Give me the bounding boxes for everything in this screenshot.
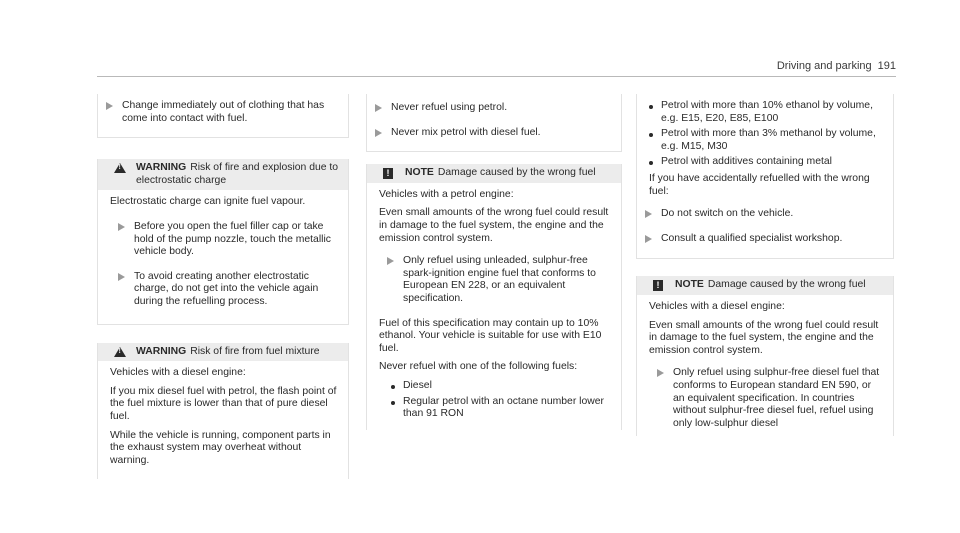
column-2 [366, 94, 622, 430]
exclamation-icon: ! [653, 280, 663, 291]
warning-title: Risk of fire and explosion due to electrostatic charge [136, 162, 339, 186]
instruction-step: Never mix petrol with diesel fuel. [367, 127, 611, 140]
top-steps-box [97, 94, 349, 138]
paragraph: Vehicles with a diesel engine: [110, 367, 246, 379]
arrow-icon [118, 273, 125, 281]
exclamation-icon: ! [383, 168, 393, 179]
warning-heading: WARNING [136, 345, 187, 357]
note-heading: NOTE [675, 279, 704, 291]
instruction-step: Only refuel using unleaded, sulphur-free spark-ignition engine fuel that conforms to European EN 228, or an equivalent specification. [379, 255, 611, 305]
warning-title: Risk of fire from fuel mixture [190, 345, 320, 357]
note-heading: NOTE [405, 167, 434, 179]
bullet-icon [391, 401, 395, 405]
header-rule [97, 76, 896, 77]
page-number: 191 [877, 60, 896, 72]
arrow-icon [118, 223, 125, 231]
list-item: Petrol with additives containing metal [637, 156, 883, 169]
instruction-step: Before you open the fuel filler cap or take hold of the pump nozzle, touch the metallic vehicle body. [110, 221, 338, 259]
instruction-step: Never refuel using petrol. [367, 102, 611, 115]
paragraph: If you have accidentally refuelled with the wrong fuel: [649, 172, 870, 197]
arrow-icon [657, 369, 664, 377]
warning-content [98, 190, 348, 323]
warning-icon [114, 347, 126, 357]
paragraph: While the vehicle is running, component parts in the exhaust system may overheat without warning. [110, 429, 331, 466]
page-header [777, 60, 896, 73]
list-item: Petrol with more than 10% ethanol by volume, e.g. E15, E20, E85, E100 [637, 100, 883, 125]
bullet-icon [391, 385, 395, 389]
warning-heading: WARNING [136, 162, 187, 174]
list-item: Regular petrol with an octane number lower than 91 RON [379, 396, 611, 421]
note-content [367, 183, 621, 430]
note-bar [637, 276, 893, 295]
paragraph: Even small amounts of the wrong fuel could result in damage to the fuel system, the engine and the emission control system. [649, 319, 879, 356]
instruction-step: Only refuel using sulphur-free diesel fuel that conforms to European standard EN 590, or an equivalent specification. In countries without sulphur-free diesel fuel, refuel using only low-sulphur diesel [649, 367, 883, 430]
bullet-icon [649, 161, 653, 165]
column-1 [97, 94, 349, 479]
bullet-icon [649, 105, 653, 109]
instruction-step: Change immediately out of clothing that has come into contact with fuel. [98, 100, 338, 125]
paragraph: Vehicles with a diesel engine: [649, 300, 785, 312]
note-box [636, 276, 894, 436]
warning-bar [98, 343, 348, 362]
warning-box [97, 159, 349, 324]
instruction-step: Do not switch on the vehicle. [637, 208, 883, 221]
arrow-icon [645, 210, 652, 218]
note-title: Damage caused by the wrong fuel [437, 167, 596, 179]
paragraph: Never refuel with one of the following fuels: [379, 361, 578, 373]
note-box [366, 164, 622, 430]
list-item: Diesel [379, 380, 611, 393]
arrow-icon [106, 102, 113, 110]
instruction-step: To avoid creating another electrostatic charge, do not get into the vehicle again during the refuelling process. [110, 271, 338, 309]
instruction-step: Consult a qualified specialist workshop. [637, 233, 883, 246]
warning-bar [98, 159, 348, 190]
top-steps-box [366, 94, 622, 152]
warning-content [98, 361, 348, 479]
arrow-icon [387, 257, 394, 265]
bullet-icon [649, 133, 653, 137]
paragraph: Electrostatic charge can ignite fuel vapour. [110, 196, 306, 208]
paragraph: Fuel of this specification may contain up to 10% ethanol. Your vehicle is suitable for use with E10 fuel. [379, 317, 602, 354]
note-content [637, 295, 893, 436]
arrow-icon [375, 129, 382, 137]
paragraph: Even small amounts of the wrong fuel could result in damage to the fuel system, the engine and the emission control system. [379, 207, 609, 244]
paragraph: If you mix diesel fuel with petrol, the flash point of the fuel mixture is lower than that of pure diesel fuel. [110, 385, 337, 422]
note-title: Damage caused by the wrong fuel [707, 279, 866, 291]
column-3 [636, 94, 894, 436]
list-item: Petrol with more than 3% methanol by volume, e.g. M15, M30 [637, 128, 883, 153]
arrow-icon [375, 104, 382, 112]
paragraph: Vehicles with a petrol engine: [379, 188, 514, 200]
continued-box [636, 94, 894, 259]
warning-icon [114, 163, 126, 173]
note-bar [367, 164, 621, 183]
arrow-icon [645, 235, 652, 243]
warning-box [97, 343, 349, 480]
section-title: Driving and parking [776, 60, 872, 72]
